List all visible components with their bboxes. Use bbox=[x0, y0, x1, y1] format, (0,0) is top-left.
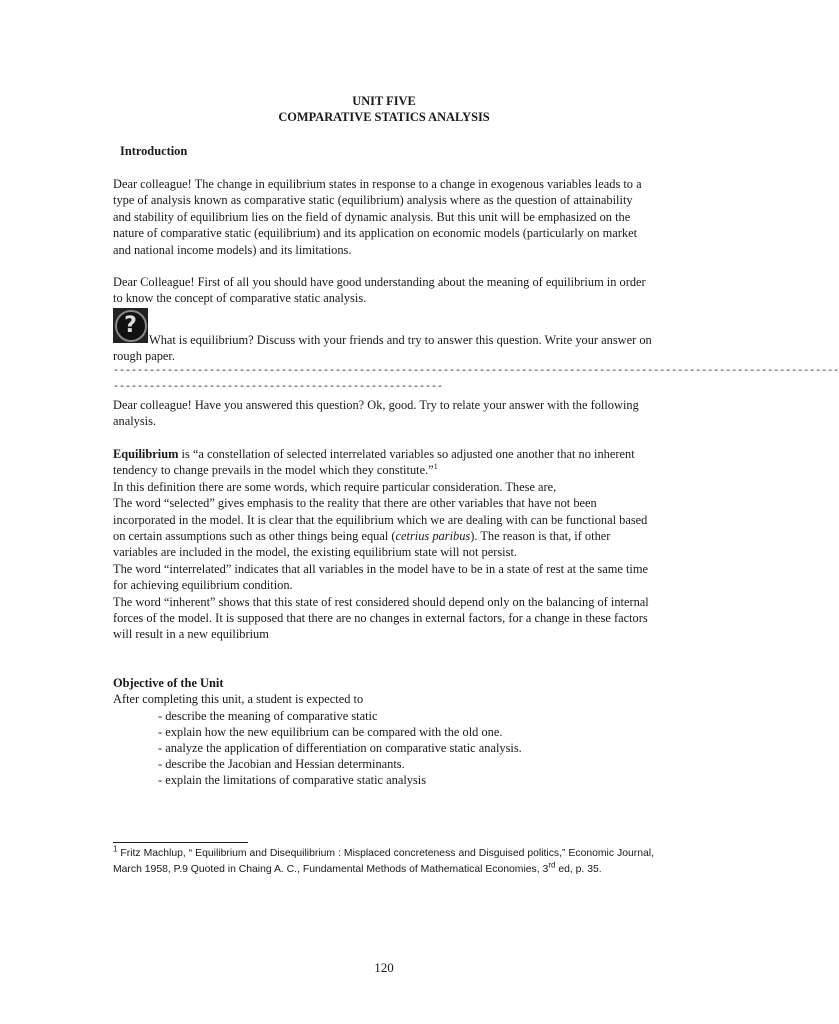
intro-heading: Introduction bbox=[120, 144, 188, 158]
intro-paragraph-2: Dear Colleague! First of all you should have good understanding about the meaning of equilibrium in order to know the concept of comparative static analysis. bbox=[113, 275, 646, 306]
unit-label: UNIT FIVE bbox=[352, 94, 416, 108]
unit-title: COMPARATIVE STATICS ANALYSIS bbox=[278, 110, 490, 124]
intro-paragraph-1: Dear colleague! The change in equilibrium states in response to a change in exogenous variables leads to a type of analysis known as comparative static (equilibrium) analysis where as the question of attainability and stability of equilibrium lies on the field of dynamic analysis. But this unit will be emphasized on the nature of comparative static (equilibrium) and its application on economic models (particularly on market and national income models) and its limitations. bbox=[113, 177, 642, 257]
inherent-text: The word “inherent” shows that this state of rest considered should depend only on the balancing of internal forces of the model. It is supposed that there are no changes in external factors, for a change in these factors will result in a new equilibrium bbox=[113, 594, 649, 642]
list-item: - describe the meaning of comparative static bbox=[158, 709, 378, 723]
answer-line-1: ------------------------------------------------------------------------------------------------------------------------- bbox=[113, 366, 839, 377]
interrelated-text: The word “interrelated” indicates that all variables in the model have to be in a state of rest at the same time for achieving equilibrium condition. bbox=[113, 561, 648, 593]
objective-list bbox=[158, 708, 638, 788]
footnote-ref: 1 bbox=[433, 462, 438, 472]
answer-line-2: ------------------------------------------------------- bbox=[113, 382, 444, 393]
followup-paragraph: Dear colleague! Have you answered this question? Ok, good. Try to relate your answer with the following analysis. bbox=[113, 398, 639, 429]
list-item: - analyze the application of differentiation on comparative static analysis. bbox=[158, 741, 522, 755]
list-item: - explain how the new equilibrium can be compared with the old one. bbox=[158, 725, 503, 739]
objective-intro: After completing this unit, a student is expected to bbox=[113, 692, 364, 706]
footnote-divider bbox=[113, 842, 248, 843]
selected-text-a: The word “selected” gives emphasis to the reality that there are other variables that have not been incorporated in the model. It is clear that the equilibrium which we are dealing with can be functional based on certain assumptions such as other things being equal ( bbox=[113, 496, 648, 544]
list-item: - describe the Jacobian and Hessian determinants. bbox=[158, 757, 405, 771]
footnote-sup: rd bbox=[548, 860, 556, 870]
selected-text-b: ). The reason is that, if other variables are included in the model, the existing equilibrium state will not persist. bbox=[113, 529, 611, 560]
definition-text: is “a constellation of selected interrelated variables so adjusted one another that no inherent tendency to change prevails in the model which they constitute.” bbox=[113, 447, 635, 478]
question-mark-glyph: ? bbox=[115, 310, 147, 342]
definition-term: Equilibrium bbox=[113, 447, 179, 461]
footnote bbox=[113, 846, 654, 878]
page-number: 120 bbox=[374, 960, 394, 975]
question-prompt: What is equilibrium? Discuss with your friends and try to answer this question. Write your answer on rough paper. bbox=[113, 333, 652, 364]
definition-paragraph bbox=[113, 446, 653, 643]
footnote-number: 1 bbox=[113, 844, 118, 854]
selected-italic: cetrius paribus bbox=[395, 529, 471, 544]
footnote-text-b: ed, p. 35. bbox=[555, 864, 602, 875]
objective-heading: Objective of the Unit bbox=[113, 676, 224, 690]
definition-line-2: In this definition there are some words, which require particular consideration. These are, bbox=[113, 479, 557, 494]
list-item: - explain the limitations of comparative static analysis bbox=[158, 773, 427, 787]
footnote-text-a: Fritz Machlup, “ Equilibrium and Disequilibrium : Misplaced concreteness and Disguised politics,” Economic Journal, March 1958, P.9 Quoted in Chaing A. C., Fundamental Methods of Mathematical Economies, 3 bbox=[113, 848, 654, 875]
